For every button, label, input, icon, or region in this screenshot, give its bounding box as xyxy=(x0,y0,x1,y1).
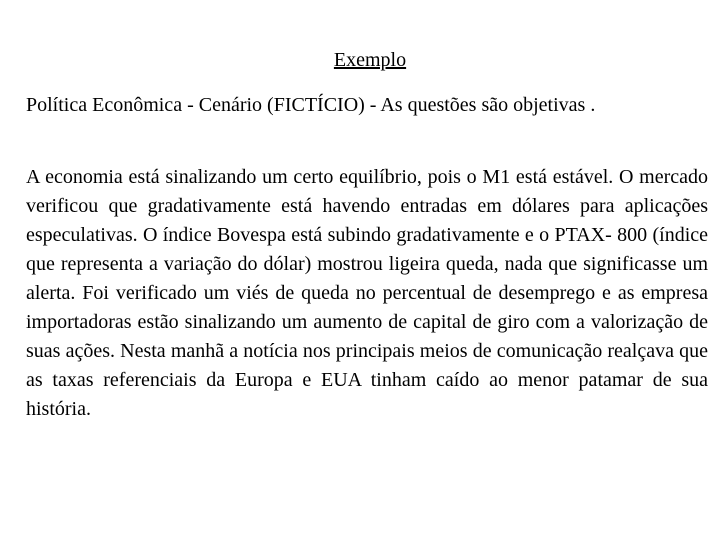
body-paragraph: A economia está sinalizando um certo equilíbrio, pois o M1 está estável. O mercado verificou que gradativamente está havendo entradas em dólares para aplicações especulativas. O índice Bovespa está subindo gradativamente e o PTAX- 800 (índice que representa a variação do dólar) mostrou ligeira queda, nada que significasse um alerta. Foi verificado um viés de queda no percentual de desemprego e as empresa importadoras estão sinalizando um aumento de capital de giro com a valorização de suas ações. Nesta manhã a notícia nos principais meios de comunicação realçava que as taxas referenciais da Europa e EUA tinham caído ao menor patamar de sua história. xyxy=(26,166,708,420)
intro-paragraph: Política Econômica - Cenário (FICTÍCIO) - As questões são objetivas . xyxy=(26,94,596,116)
slide-title: Exemplo xyxy=(333,49,407,71)
